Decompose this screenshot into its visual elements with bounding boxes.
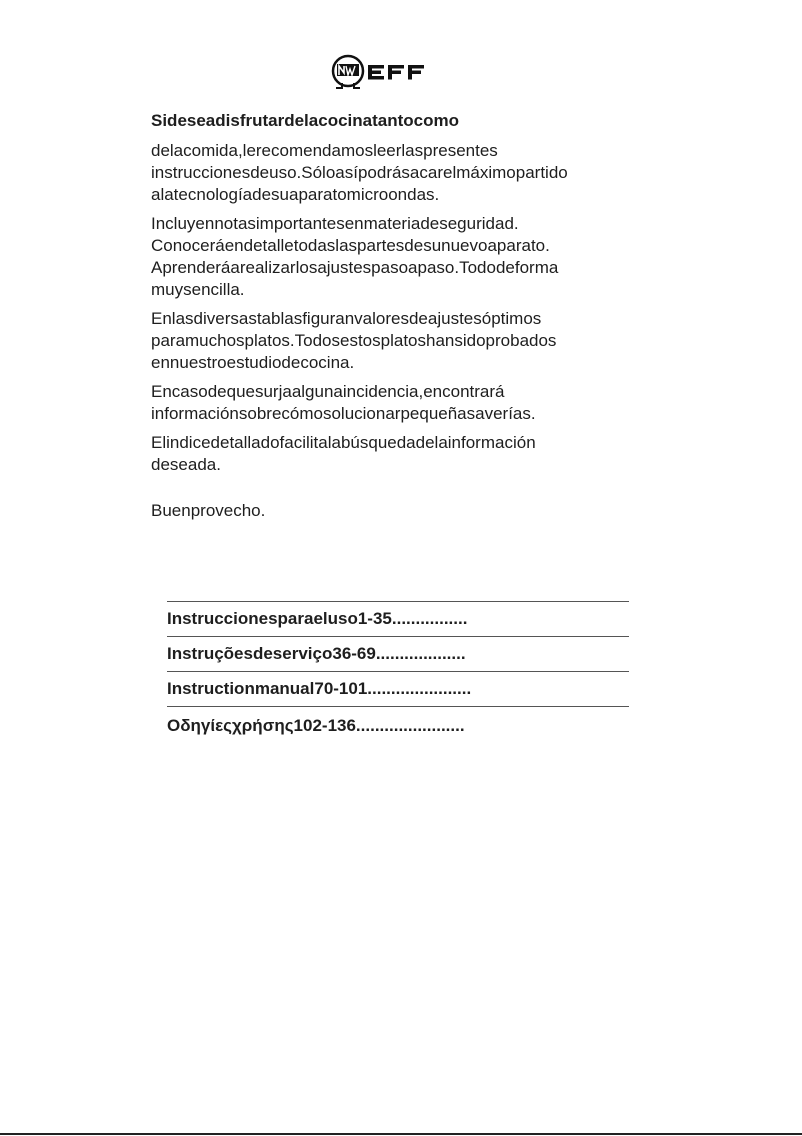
paragraph-line: Aprenderáarealizarlosajustespasoapaso.Tododeforma [151, 258, 559, 277]
toc-pages: 70-101...................... [314, 679, 472, 698]
toc-entry-el[interactable] [167, 706, 629, 745]
intro-section [151, 110, 621, 522]
paragraph-line: Incluyennotasimportantesenmateriadeseguridad. [151, 214, 519, 233]
paragraph-line: ennuestroestudiodecocina. [151, 353, 355, 372]
toc-title: Instruccionesparaeluso [167, 609, 358, 628]
paragraph-line: Enlasdiversastablasfiguranvaloresdeajustesóptimos [151, 309, 542, 328]
toc-pages: 36-69................... [332, 644, 466, 663]
intro-lead: Sideseadisfrutardelacocinatantocomo [151, 111, 459, 130]
paragraph-line: paramuchosplatos.Todosestosplatoshansidoprobados [151, 331, 557, 350]
paragraph-line: informaciónsobrecómosolucionarpequeñasaverías. [151, 404, 536, 423]
toc-entry-es[interactable] [167, 601, 629, 636]
toc-title: Οδηγίεςχρήσης [167, 716, 294, 735]
paragraph-line: instruccionesdeuso.Sóloasípodrásacarelmáximopartido [151, 163, 568, 182]
intro-paragraph [151, 140, 621, 206]
paragraph-line: Elindicedetalladofacilitalabúsquedadelainformación [151, 433, 536, 452]
paragraph-line: alatecnologíadesuaparatomicroondas. [151, 185, 440, 204]
intro-paragraph [151, 213, 621, 301]
toc-title: Instructionmanual [167, 679, 315, 698]
intro-paragraph [151, 432, 621, 476]
paragraph-line: delacomida,lerecomendamosleerlaspresentes [151, 141, 498, 160]
intro-paragraph [151, 381, 621, 425]
paragraph-line: Encasodequesurjaalgunaincidencia,encontrará [151, 382, 505, 401]
paragraph-line: Conoceráendetalletodaslaspartesdesunuevoaparato. [151, 236, 550, 255]
intro-paragraph [151, 308, 621, 374]
paragraph-line: deseada. [151, 455, 221, 474]
toc-pages: 1-35................ [357, 609, 468, 628]
closing-text: Buenprovecho. [151, 501, 266, 520]
toc-entry-en[interactable] [167, 671, 629, 706]
toc-title: Instruçõesdeserviço [167, 644, 333, 663]
language-index [167, 601, 629, 745]
page-bottom-rule [0, 1133, 802, 1135]
toc-pages: 102-136....................... [293, 716, 465, 735]
neff-logo-icon [330, 54, 450, 94]
toc-entry-pt[interactable] [167, 636, 629, 671]
paragraph-line: muysencilla. [151, 280, 245, 299]
